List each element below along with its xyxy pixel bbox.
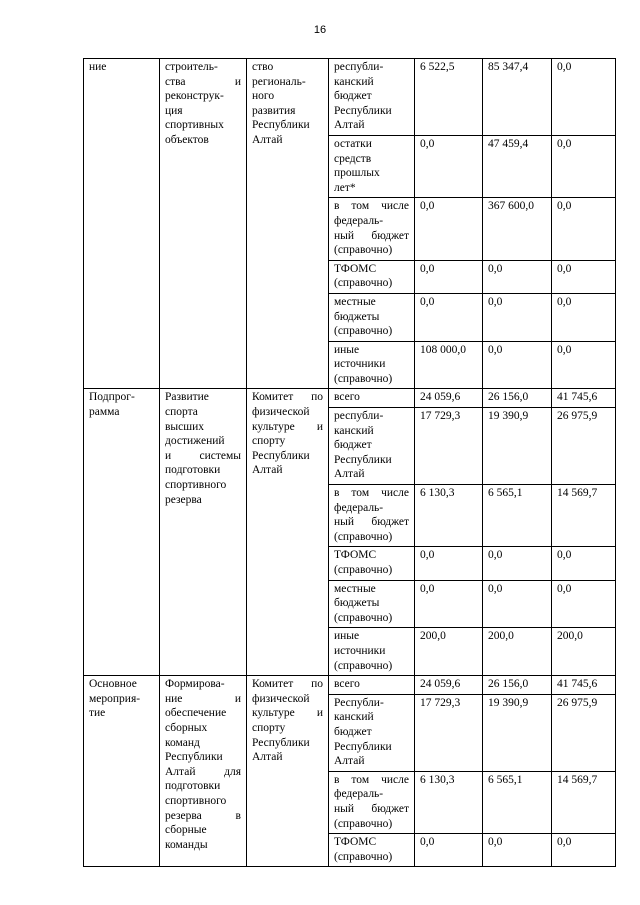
amount-cell: 6 565,1 bbox=[483, 485, 552, 547]
funding-source-cell: иные источники (справочно) bbox=[329, 341, 415, 389]
amount-cell: 17 729,3 bbox=[415, 408, 483, 485]
amount-cell: 0,0 bbox=[552, 580, 616, 628]
table-row bbox=[84, 389, 616, 408]
amount-cell: 0,0 bbox=[552, 198, 616, 260]
funding-source-cell: в том числе федераль- ный бюджет (справочно) bbox=[329, 485, 415, 547]
funding-source-cell: всего bbox=[329, 676, 415, 695]
amount-cell: 0,0 bbox=[415, 135, 483, 197]
funding-source-cell: остатки средств прошлых лет* bbox=[329, 135, 415, 197]
program-funding-table bbox=[83, 58, 616, 867]
amount-cell: 24 059,6 bbox=[415, 676, 483, 695]
section-executor-cell: ство региональ- ного развития Республики Алтай bbox=[247, 59, 329, 389]
funding-source-cell: республи- канский бюджет Республики Алтай bbox=[329, 408, 415, 485]
amount-cell: 47 459,4 bbox=[483, 135, 552, 197]
amount-cell: 0,0 bbox=[415, 293, 483, 341]
amount-cell: 0,0 bbox=[483, 834, 552, 867]
page-number: 16 bbox=[313, 24, 327, 36]
section-executor-cell: Комитет по физической культуре и спорту Республики Алтай bbox=[247, 676, 329, 867]
funding-source-cell: местные бюджеты (справочно) bbox=[329, 293, 415, 341]
amount-cell: 26 156,0 bbox=[483, 676, 552, 695]
amount-cell: 0,0 bbox=[552, 59, 616, 136]
amount-cell: 0,0 bbox=[483, 260, 552, 293]
funding-source-cell: ТФОМС (справочно) bbox=[329, 547, 415, 580]
amount-cell: 0,0 bbox=[415, 260, 483, 293]
funding-source-cell: ТФОМС (справочно) bbox=[329, 260, 415, 293]
funding-source-cell: в том числе федераль- ный бюджет (справочно) bbox=[329, 198, 415, 260]
amount-cell: 0,0 bbox=[552, 293, 616, 341]
section-name-cell: Подпрог- рамма bbox=[84, 389, 160, 676]
amount-cell: 200,0 bbox=[483, 628, 552, 676]
funding-source-cell: Республи- канский бюджет Республики Алтай bbox=[329, 694, 415, 771]
amount-cell: 17 729,3 bbox=[415, 694, 483, 771]
amount-cell: 0,0 bbox=[552, 834, 616, 867]
amount-cell: 26 975,9 bbox=[552, 694, 616, 771]
funding-source-cell: всего bbox=[329, 389, 415, 408]
amount-cell: 24 059,6 bbox=[415, 389, 483, 408]
amount-cell: 0,0 bbox=[415, 198, 483, 260]
amount-cell: 0,0 bbox=[415, 580, 483, 628]
amount-cell: 19 390,9 bbox=[483, 408, 552, 485]
amount-cell: 6 565,1 bbox=[483, 771, 552, 833]
funding-source-cell: республи- канский бюджет Республики Алтай bbox=[329, 59, 415, 136]
section-title-cell: Развитие спорта высших достижений и системы подготовки спортивного резерва bbox=[160, 389, 247, 676]
funding-source-cell: иные источники (справочно) bbox=[329, 628, 415, 676]
amount-cell: 200,0 bbox=[552, 628, 616, 676]
funding-source-cell: в том числе федераль- ный бюджет (справочно) bbox=[329, 771, 415, 833]
amount-cell: 14 569,7 bbox=[552, 771, 616, 833]
amount-cell: 0,0 bbox=[415, 547, 483, 580]
section-executor-cell: Комитет по физической культуре и спорту Республики Алтай bbox=[247, 389, 329, 676]
amount-cell: 0,0 bbox=[552, 260, 616, 293]
amount-cell: 41 745,6 bbox=[552, 389, 616, 408]
section-name-cell: ние bbox=[84, 59, 160, 389]
amount-cell: 367 600,0 bbox=[483, 198, 552, 260]
amount-cell: 0,0 bbox=[483, 547, 552, 580]
section-name-cell: Основное мероприя- тие bbox=[84, 676, 160, 867]
amount-cell: 6 130,3 bbox=[415, 771, 483, 833]
funding-source-cell: ТФОМС (справочно) bbox=[329, 834, 415, 867]
amount-cell: 108 000,0 bbox=[415, 341, 483, 389]
amount-cell: 85 347,4 bbox=[483, 59, 552, 136]
amount-cell: 200,0 bbox=[415, 628, 483, 676]
amount-cell: 14 569,7 bbox=[552, 485, 616, 547]
amount-cell: 6 130,3 bbox=[415, 485, 483, 547]
amount-cell: 0,0 bbox=[552, 547, 616, 580]
amount-cell: 0,0 bbox=[483, 293, 552, 341]
amount-cell: 0,0 bbox=[552, 341, 616, 389]
amount-cell: 26 156,0 bbox=[483, 389, 552, 408]
amount-cell: 0,0 bbox=[552, 135, 616, 197]
amount-cell: 6 522,5 bbox=[415, 59, 483, 136]
funding-source-cell: местные бюджеты (справочно) bbox=[329, 580, 415, 628]
amount-cell: 26 975,9 bbox=[552, 408, 616, 485]
amount-cell: 0,0 bbox=[415, 834, 483, 867]
amount-cell: 19 390,9 bbox=[483, 694, 552, 771]
table-row bbox=[84, 676, 616, 695]
amount-cell: 0,0 bbox=[483, 580, 552, 628]
amount-cell: 41 745,6 bbox=[552, 676, 616, 695]
section-title-cell: Формирова- ние и обеспечение сборных команд Республики Алтай для подготовки спортивного резерва в сборные команды bbox=[160, 676, 247, 867]
table-row bbox=[84, 59, 616, 136]
section-title-cell: строитель- ства и реконструк- ция спортивных объектов bbox=[160, 59, 247, 389]
amount-cell: 0,0 bbox=[483, 341, 552, 389]
